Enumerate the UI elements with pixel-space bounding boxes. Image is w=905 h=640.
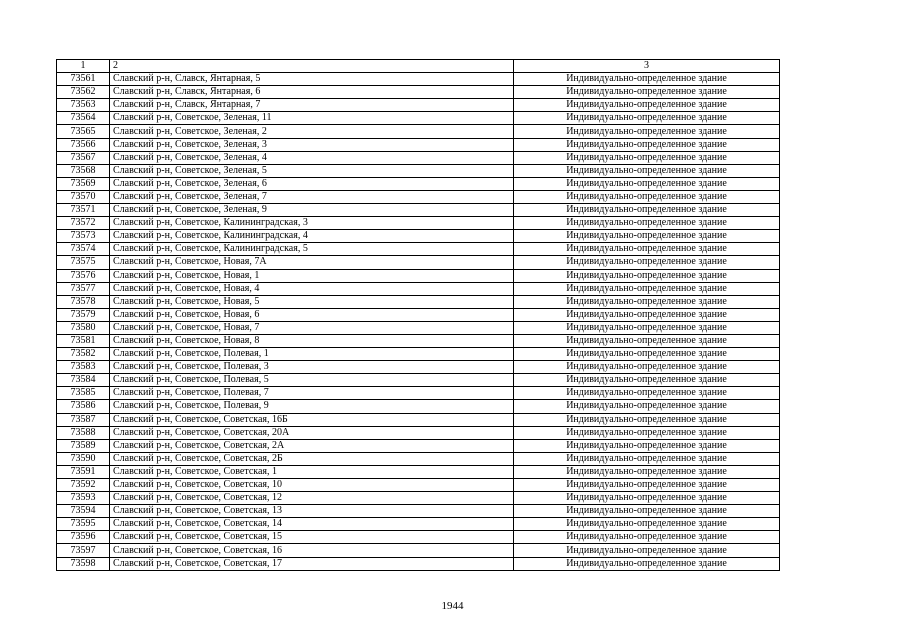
row-number-cell: 73578 [57, 295, 110, 308]
object-type-cell: Индивидуально-определенное здание [514, 374, 780, 387]
table-body [57, 60, 780, 571]
object-type-cell: Индивидуально-определенное здание [514, 269, 780, 282]
address-cell: Славский р-н, Советское, Советская, 16Б [110, 413, 514, 426]
object-type-cell: Индивидуально-определенное здание [514, 177, 780, 190]
table-row [57, 99, 780, 112]
address-cell: Славский р-н, Советское, Советская, 10 [110, 479, 514, 492]
row-number-cell: 73575 [57, 256, 110, 269]
object-type-cell: Индивидуально-определенное здание [514, 531, 780, 544]
table-row [57, 164, 780, 177]
table-row [57, 413, 780, 426]
table-row [57, 269, 780, 282]
table-header-row [57, 60, 780, 73]
row-number-cell: 73588 [57, 426, 110, 439]
row-number-cell: 73564 [57, 112, 110, 125]
table-row [57, 190, 780, 203]
address-cell: Славский р-н, Советское, Полевая, 3 [110, 361, 514, 374]
table-row [57, 557, 780, 570]
address-cell: Славский р-н, Советское, Полевая, 9 [110, 400, 514, 413]
table-row [57, 400, 780, 413]
row-number-cell: 73581 [57, 334, 110, 347]
object-type-cell: Индивидуально-определенное здание [514, 361, 780, 374]
address-cell: Славский р-н, Советское, Советская, 16 [110, 544, 514, 557]
row-number-cell: 73574 [57, 243, 110, 256]
table-row [57, 321, 780, 334]
row-number-cell: 73592 [57, 479, 110, 492]
table-row [57, 387, 780, 400]
table-row [57, 125, 780, 138]
address-cell: Славский р-н, Славск, Янтарная, 6 [110, 86, 514, 99]
address-cell: Славский р-н, Советское, Новая, 7А [110, 256, 514, 269]
object-type-cell: Индивидуально-определенное здание [514, 295, 780, 308]
object-type-cell: Индивидуально-определенное здание [514, 99, 780, 112]
table-row [57, 361, 780, 374]
table-row [57, 86, 780, 99]
object-type-cell: Индивидуально-определенное здание [514, 164, 780, 177]
object-type-cell: Индивидуально-определенное здание [514, 334, 780, 347]
row-number-cell: 73593 [57, 492, 110, 505]
address-cell: Славский р-н, Советское, Новая, 8 [110, 334, 514, 347]
row-number-cell: 73594 [57, 505, 110, 518]
table-row [57, 544, 780, 557]
object-type-cell: Индивидуально-определенное здание [514, 505, 780, 518]
object-type-cell: Индивидуально-определенное здание [514, 557, 780, 570]
address-cell: Славский р-н, Советское, Полевая, 7 [110, 387, 514, 400]
table-row [57, 531, 780, 544]
table-row [57, 295, 780, 308]
object-type-cell: Индивидуально-определенное здание [514, 321, 780, 334]
object-type-cell: Индивидуально-определенное здание [514, 86, 780, 99]
address-cell: Славский р-н, Советское, Советская, 2Б [110, 452, 514, 465]
object-type-cell: Индивидуально-определенное здание [514, 217, 780, 230]
address-cell: Славский р-н, Советское, Новая, 6 [110, 308, 514, 321]
row-number-cell: 73598 [57, 557, 110, 570]
address-cell: Славский р-н, Славск, Янтарная, 5 [110, 73, 514, 86]
row-number-cell: 73577 [57, 282, 110, 295]
object-type-cell: Индивидуально-определенное здание [514, 138, 780, 151]
address-cell: Славский р-н, Советское, Зеленая, 5 [110, 164, 514, 177]
row-number-cell: 73567 [57, 151, 110, 164]
table-row [57, 439, 780, 452]
address-cell: Славский р-н, Советское, Зеленая, 3 [110, 138, 514, 151]
table-row [57, 112, 780, 125]
address-cell: Славский р-н, Советское, Полевая, 5 [110, 374, 514, 387]
object-type-cell: Индивидуально-определенное здание [514, 308, 780, 321]
table-row [57, 334, 780, 347]
object-type-cell: Индивидуально-определенное здание [514, 112, 780, 125]
table-row [57, 518, 780, 531]
row-number-cell: 73587 [57, 413, 110, 426]
row-number-cell: 73562 [57, 86, 110, 99]
row-number-cell: 73579 [57, 308, 110, 321]
object-type-cell: Индивидуально-определенное здание [514, 348, 780, 361]
object-type-cell: Индивидуально-определенное здание [514, 243, 780, 256]
row-number-cell: 73580 [57, 321, 110, 334]
address-cell: Славский р-н, Советское, Советская, 15 [110, 531, 514, 544]
table-row [57, 479, 780, 492]
object-type-cell: Индивидуально-определенное здание [514, 151, 780, 164]
address-cell: Славский р-н, Советское, Новая, 1 [110, 269, 514, 282]
header-cell-3: 3 [514, 60, 780, 73]
object-type-cell: Индивидуально-определенное здание [514, 400, 780, 413]
header-cell-2: 2 [110, 60, 514, 73]
object-type-cell: Индивидуально-определенное здание [514, 125, 780, 138]
address-cell: Славский р-н, Советское, Советская, 13 [110, 505, 514, 518]
row-number-cell: 73569 [57, 177, 110, 190]
table-row [57, 73, 780, 86]
row-number-cell: 73563 [57, 99, 110, 112]
row-number-cell: 73589 [57, 439, 110, 452]
table-row [57, 138, 780, 151]
object-type-cell: Индивидуально-определенное здание [514, 518, 780, 531]
row-number-cell: 73595 [57, 518, 110, 531]
object-type-cell: Индивидуально-определенное здание [514, 479, 780, 492]
object-type-cell: Индивидуально-определенное здание [514, 387, 780, 400]
object-type-cell: Индивидуально-определенное здание [514, 544, 780, 557]
row-number-cell: 73582 [57, 348, 110, 361]
table-row [57, 452, 780, 465]
table-row [57, 348, 780, 361]
row-number-cell: 73565 [57, 125, 110, 138]
row-number-cell: 73571 [57, 204, 110, 217]
table-row [57, 151, 780, 164]
row-number-cell: 73583 [57, 361, 110, 374]
table-row [57, 217, 780, 230]
row-number-cell: 73570 [57, 190, 110, 203]
address-cell: Славский р-н, Советское, Новая, 5 [110, 295, 514, 308]
object-type-cell: Индивидуально-определенное здание [514, 230, 780, 243]
address-cell: Славский р-н, Советское, Советская, 14 [110, 518, 514, 531]
row-number-cell: 73590 [57, 452, 110, 465]
address-cell: Славский р-н, Советское, Полевая, 1 [110, 348, 514, 361]
address-cell: Славский р-н, Советское, Советская, 17 [110, 557, 514, 570]
row-number-cell: 73591 [57, 465, 110, 478]
property-table [56, 59, 780, 571]
object-type-cell: Индивидуально-определенное здание [514, 413, 780, 426]
row-number-cell: 73573 [57, 230, 110, 243]
table-row [57, 505, 780, 518]
address-cell: Славский р-н, Советское, Советская, 2А [110, 439, 514, 452]
table-row [57, 230, 780, 243]
row-number-cell: 73572 [57, 217, 110, 230]
page-number: 1944 [441, 600, 464, 612]
table-row [57, 492, 780, 505]
table-row [57, 204, 780, 217]
object-type-cell: Индивидуально-определенное здание [514, 256, 780, 269]
object-type-cell: Индивидуально-определенное здание [514, 452, 780, 465]
header-cell-1: 1 [57, 60, 110, 73]
address-cell: Славский р-н, Советское, Зеленая, 2 [110, 125, 514, 138]
object-type-cell: Индивидуально-определенное здание [514, 190, 780, 203]
address-cell: Славский р-н, Советское, Зеленая, 9 [110, 204, 514, 217]
row-number-cell: 73576 [57, 269, 110, 282]
row-number-cell: 73566 [57, 138, 110, 151]
table-row [57, 374, 780, 387]
row-number-cell: 73597 [57, 544, 110, 557]
table-row [57, 308, 780, 321]
address-cell: Славский р-н, Советское, Советская, 20А [110, 426, 514, 439]
address-cell: Славский р-н, Советское, Советская, 12 [110, 492, 514, 505]
address-cell: Славский р-н, Славск, Янтарная, 7 [110, 99, 514, 112]
object-type-cell: Индивидуально-определенное здание [514, 492, 780, 505]
address-cell: Славский р-н, Советское, Калининградская, 3 [110, 217, 514, 230]
row-number-cell: 73586 [57, 400, 110, 413]
object-type-cell: Индивидуально-определенное здание [514, 426, 780, 439]
address-cell: Славский р-н, Советское, Новая, 4 [110, 282, 514, 295]
object-type-cell: Индивидуально-определенное здание [514, 439, 780, 452]
address-cell: Славский р-н, Советское, Зеленая, 4 [110, 151, 514, 164]
address-cell: Славский р-н, Советское, Зеленая, 6 [110, 177, 514, 190]
row-number-cell: 73584 [57, 374, 110, 387]
object-type-cell: Индивидуально-определенное здание [514, 465, 780, 478]
object-type-cell: Индивидуально-определенное здание [514, 73, 780, 86]
table-row [57, 465, 780, 478]
table-row [57, 177, 780, 190]
table-row [57, 256, 780, 269]
row-number-cell: 73585 [57, 387, 110, 400]
row-number-cell: 73596 [57, 531, 110, 544]
address-cell: Славский р-н, Советское, Калининградская, 5 [110, 243, 514, 256]
object-type-cell: Индивидуально-определенное здание [514, 282, 780, 295]
table-row [57, 282, 780, 295]
row-number-cell: 73561 [57, 73, 110, 86]
table-row [57, 426, 780, 439]
address-cell: Славский р-н, Советское, Советская, 1 [110, 465, 514, 478]
address-cell: Славский р-н, Советское, Зеленая, 7 [110, 190, 514, 203]
address-cell: Славский р-н, Советское, Зеленая, 11 [110, 112, 514, 125]
address-cell: Славский р-н, Советское, Калининградская, 4 [110, 230, 514, 243]
row-number-cell: 73568 [57, 164, 110, 177]
table-row [57, 243, 780, 256]
object-type-cell: Индивидуально-определенное здание [514, 204, 780, 217]
address-cell: Славский р-н, Советское, Новая, 7 [110, 321, 514, 334]
